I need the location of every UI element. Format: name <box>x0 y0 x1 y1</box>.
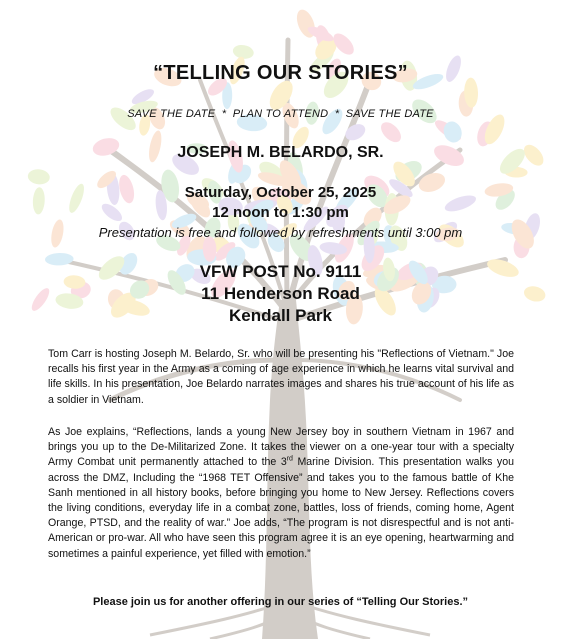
event-date: Saturday, October 25, 2025 <box>184 184 377 201</box>
event-time: 12 noon to 1:30 pm <box>212 204 349 221</box>
paragraph-explanation-part1: As Joe explains, “Reflections, lands a young New Jersey boy in southern Vietnam in 1967 and brings you up to the De-Militarized Zone. It takes the viewer on a one-year tour with a specialty Army Combat unit permanently attached to the 3 <box>48 426 514 469</box>
venue-town: Kendall Park <box>229 306 332 325</box>
venue-street: 11 Henderson Road <box>201 284 360 303</box>
tree-leaf <box>27 168 50 185</box>
ordinal-superscript: rd <box>286 455 293 463</box>
presentation-note: Presentation is free and followed by refreshments until 3:00 pm <box>98 225 463 240</box>
paragraph-explanation-part2: Marine Division. This presentation walks you across the DMZ, Including the “1968 TET Offensive” and takes you to the famous battle of Khe Sanh mentioned in all history books, before bringing you home to New Jersey. Reflections covers the living conditions, everyday life in a combat zone, battles, loss of friends, coming home, Agent Orange, PTSD, and the reality of war.” Joe adds, “The program is not disrespectful and is not anti-American or pro-war. All who have seen this program agree it is an eye opening, heartwarming and sometimes a painful experience, yet filled with emotion.” <box>48 456 514 560</box>
closing-line: Please join us for another offering in our series of “Telling Our Stories.” <box>92 596 469 608</box>
paragraph-intro: Tom Carr is hosting Joseph M. Belardo, Sr. who will be presenting his "Reflections of Vietnam." Joe recalls his first year in the Army as a coming of age experience in which he learns vital survival and life skills. In his presentation, Joe Belardo narrates images and shares his true account of his life as a soldier in Vietnam. <box>48 348 514 406</box>
save-the-date-line: SAVE THE DATE * PLAN TO ATTEND * SAVE THE DATE <box>127 108 434 120</box>
tree-leaf <box>377 119 404 146</box>
flyer-title: “TELLING OUR STORIES” <box>153 62 408 84</box>
speaker-name: JOSEPH M. BELARDO, SR. <box>177 144 384 161</box>
venue-name: VFW POST No. 9111 <box>199 262 362 281</box>
paragraph-explanation <box>48 425 514 562</box>
